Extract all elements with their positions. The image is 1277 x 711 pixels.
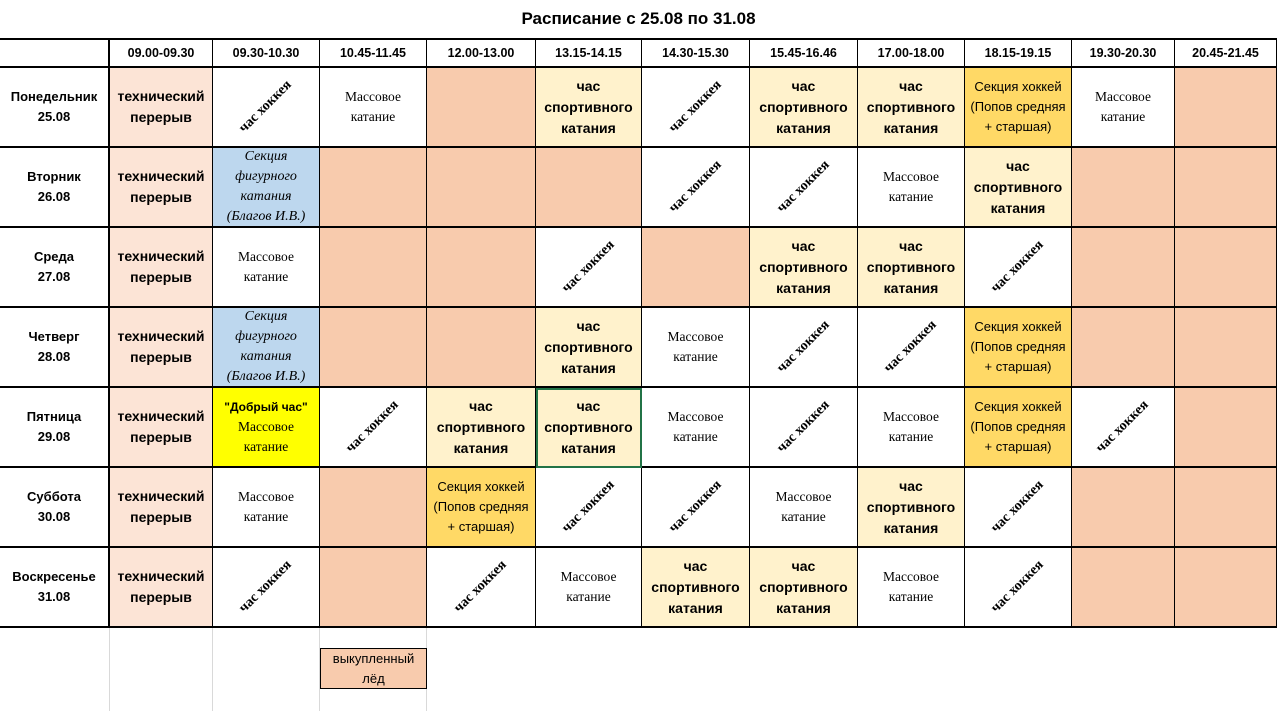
- sport-hour-cell[interactable]: [536, 68, 642, 148]
- mass-skating-label: Массовое катание: [1095, 89, 1151, 124]
- purchased-ice-cell[interactable]: [1175, 68, 1277, 148]
- purchased-ice-cell[interactable]: [1072, 228, 1175, 308]
- sport-hour-cell[interactable]: [750, 548, 858, 628]
- sport-hour-cell[interactable]: [858, 468, 965, 548]
- tech-break-cell[interactable]: [110, 468, 213, 548]
- sport-hour-cell[interactable]: [536, 388, 642, 468]
- sport-hour-label: час спортивного катания: [544, 397, 633, 456]
- hockey-hour-cell[interactable]: [427, 548, 536, 628]
- mass-skating-label: Массовое катание: [560, 569, 617, 604]
- sport-hour-cell[interactable]: [427, 388, 536, 468]
- sport-hour-label: час спортивного катания: [759, 557, 848, 616]
- hockey-hour-label: час хоккея: [881, 317, 940, 376]
- time-header: 14.30-15.30: [642, 40, 750, 68]
- purchased-ice-cell[interactable]: [1072, 468, 1175, 548]
- time-header: 09.30-10.30: [213, 40, 320, 68]
- sport-hour-cell[interactable]: [965, 148, 1072, 228]
- purchased-ice-cell[interactable]: [320, 308, 427, 388]
- good-hour-cell[interactable]: [213, 388, 320, 468]
- purchased-ice-cell[interactable]: [1175, 308, 1277, 388]
- hockey-hour-cell[interactable]: [858, 308, 965, 388]
- purchased-ice-cell[interactable]: [427, 68, 536, 148]
- mass-skating-cell[interactable]: [858, 148, 965, 228]
- tech-break-label: технический перерыв: [117, 168, 205, 205]
- sheet-gridline: [109, 628, 110, 711]
- hockey-hour-label: час хоккея: [773, 397, 833, 456]
- sport-hour-label: час спортивного катания: [759, 237, 848, 296]
- purchased-ice-cell[interactable]: [536, 148, 642, 228]
- hockey-section-label: Секция хоккей (Попов средняя + старшая): [970, 79, 1066, 134]
- tech-break-label: технический перерыв: [117, 88, 205, 125]
- time-header: 17.00-18.00: [858, 40, 965, 68]
- hockey-hour-label: час хоккея: [665, 157, 725, 216]
- mass-skating-cell[interactable]: [320, 68, 427, 148]
- legend-purchased-ice: [320, 648, 427, 689]
- day-label: Суббота 30.08: [0, 468, 110, 548]
- purchased-ice-cell[interactable]: [1175, 548, 1277, 628]
- day-label: Понедельник 25.08: [0, 68, 110, 148]
- mass-skating-label: Массовое катание: [667, 409, 724, 444]
- mass-skating-cell[interactable]: [642, 308, 750, 388]
- hockey-section-cell[interactable]: [965, 388, 1072, 468]
- mass-skating-cell[interactable]: [642, 388, 750, 468]
- mass-skating-cell[interactable]: [536, 548, 642, 628]
- purchased-ice-cell[interactable]: [1072, 308, 1175, 388]
- good-hour-label: Массовое катание: [238, 419, 294, 454]
- purchased-ice-cell[interactable]: [320, 228, 427, 308]
- purchased-ice-cell[interactable]: [320, 468, 427, 548]
- time-header: 09.00-09.30: [110, 40, 213, 68]
- sport-hour-label: час спортивного катания: [436, 397, 526, 456]
- hockey-section-label: Секция хоккей (Попов средняя + старшая): [970, 319, 1066, 374]
- time-header: 10.45-11.45: [320, 40, 427, 68]
- sport-hour-label: час спортивного катания: [544, 317, 633, 376]
- hockey-hour-cell[interactable]: [536, 228, 642, 308]
- tech-break-cell[interactable]: [110, 548, 213, 628]
- mass-skating-cell[interactable]: [858, 388, 965, 468]
- hockey-hour-label: час хоккея: [665, 477, 725, 536]
- mass-skating-cell[interactable]: [750, 468, 858, 548]
- mass-skating-label: Массовое катание: [238, 489, 294, 524]
- purchased-ice-cell[interactable]: [427, 308, 536, 388]
- purchased-ice-cell[interactable]: [1175, 388, 1277, 468]
- figure-section-label: Секция фигурного катания (Благов И.В.): [226, 149, 306, 224]
- sport-hour-label: час спортивного катания: [651, 557, 740, 616]
- hockey-hour-label: час хоккея: [451, 557, 510, 616]
- time-header: 20.45-21.45: [1175, 40, 1277, 68]
- hockey-hour-cell[interactable]: [965, 228, 1072, 308]
- sport-hour-cell[interactable]: [858, 68, 965, 148]
- hockey-hour-cell[interactable]: [536, 468, 642, 548]
- hockey-section-label: Секция хоккей (Попов средняя + старшая): [433, 479, 529, 534]
- tech-break-cell[interactable]: [110, 388, 213, 468]
- mass-skating-cell[interactable]: [213, 228, 320, 308]
- figure-section-label: Секция фигурного катания (Благов И.В.): [226, 309, 306, 384]
- time-header: 15.45-16.46: [750, 40, 858, 68]
- hockey-hour-cell[interactable]: [213, 548, 320, 628]
- sport-hour-cell[interactable]: [750, 228, 858, 308]
- hockey-hour-label: час хоккея: [773, 317, 833, 376]
- purchased-ice-cell[interactable]: [642, 228, 750, 308]
- sport-hour-cell[interactable]: [750, 68, 858, 148]
- hockey-hour-cell[interactable]: [642, 148, 750, 228]
- hockey-hour-label: час хоккея: [988, 237, 1047, 296]
- sport-hour-label: час спортивного катания: [866, 237, 956, 296]
- hockey-section-cell[interactable]: [427, 468, 536, 548]
- hockey-hour-label: час хоккея: [236, 77, 295, 136]
- purchased-ice-cell[interactable]: [427, 148, 536, 228]
- purchased-ice-cell[interactable]: [1175, 228, 1277, 308]
- figure-section-cell[interactable]: [213, 148, 320, 228]
- purchased-ice-cell[interactable]: [320, 548, 427, 628]
- mass-skating-label: Массовое катание: [883, 409, 939, 444]
- day-label: Четверг 28.08: [0, 308, 110, 388]
- hockey-hour-label: час хоккея: [343, 397, 402, 456]
- time-header: 12.00-13.00: [427, 40, 536, 68]
- tech-break-cell[interactable]: [110, 68, 213, 148]
- legend-label: выкупленный лёд: [332, 650, 415, 686]
- hockey-hour-cell[interactable]: [750, 308, 858, 388]
- hockey-section-cell[interactable]: [965, 308, 1072, 388]
- hockey-hour-cell[interactable]: [213, 68, 320, 148]
- schedule-title: Расписание с 25.08 по 31.08: [0, 0, 1277, 40]
- time-header: 19.30-20.30: [1072, 40, 1175, 68]
- day-label: Пятница 29.08: [0, 388, 110, 468]
- day-label: Воскресенье 31.08: [0, 548, 110, 628]
- mass-skating-cell[interactable]: [213, 468, 320, 548]
- sport-hour-cell[interactable]: [642, 548, 750, 628]
- purchased-ice-cell[interactable]: [320, 148, 427, 228]
- good-hour-tag: "Добрый час": [224, 400, 308, 414]
- hockey-hour-cell[interactable]: [320, 388, 427, 468]
- hockey-hour-label: час хоккея: [236, 557, 295, 616]
- mass-skating-label: Массовое катание: [775, 489, 832, 524]
- mass-skating-cell[interactable]: [1072, 68, 1175, 148]
- hockey-hour-cell[interactable]: [642, 68, 750, 148]
- figure-section-cell[interactable]: [213, 308, 320, 388]
- day-label: Среда 27.08: [0, 228, 110, 308]
- hockey-section-cell[interactable]: [965, 68, 1072, 148]
- hockey-hour-cell[interactable]: [750, 388, 858, 468]
- day-label: Вторник 26.08: [0, 148, 110, 228]
- hockey-hour-label: час хоккея: [988, 557, 1047, 616]
- hockey-hour-cell[interactable]: [642, 468, 750, 548]
- hockey-hour-label: час хоккея: [988, 477, 1047, 536]
- sport-hour-label: час спортивного катания: [544, 77, 633, 136]
- sport-hour-label: час спортивного катания: [973, 157, 1063, 216]
- sport-hour-cell[interactable]: [536, 308, 642, 388]
- sport-hour-label: час спортивного катания: [866, 477, 956, 536]
- mass-skating-label: Массовое катание: [238, 249, 294, 284]
- sheet-gridline: [212, 628, 213, 711]
- purchased-ice-cell[interactable]: [1072, 548, 1175, 628]
- tech-break-cell[interactable]: [110, 148, 213, 228]
- mass-skating-label: Массовое катание: [667, 329, 724, 364]
- tech-break-cell[interactable]: [110, 308, 213, 388]
- hockey-section-label: Секция хоккей (Попов средняя + старшая): [970, 399, 1066, 454]
- sport-hour-label: час спортивного катания: [866, 77, 956, 136]
- mass-skating-label: Массовое катание: [883, 569, 939, 604]
- sport-hour-label: час спортивного катания: [759, 77, 848, 136]
- hockey-hour-label: час хоккея: [558, 237, 618, 296]
- mass-skating-label: Массовое катание: [883, 169, 939, 204]
- sport-hour-cell[interactable]: [858, 228, 965, 308]
- tech-break-cell[interactable]: [110, 228, 213, 308]
- mass-skating-cell[interactable]: [858, 548, 965, 628]
- purchased-ice-cell[interactable]: [427, 228, 536, 308]
- time-header: 13.15-14.15: [536, 40, 642, 68]
- mass-skating-label: Массовое катание: [345, 89, 401, 124]
- hockey-hour-label: час хоккея: [665, 77, 725, 136]
- hockey-hour-label: час хоккея: [773, 157, 833, 216]
- hockey-hour-label: час хоккея: [558, 477, 618, 536]
- purchased-ice-cell[interactable]: [1072, 148, 1175, 228]
- tech-break-label: технический перерыв: [117, 248, 205, 285]
- tech-break-label: технический перерыв: [117, 408, 205, 445]
- hockey-hour-label: час хоккея: [1093, 397, 1152, 456]
- header-corner: [0, 40, 110, 68]
- purchased-ice-cell[interactable]: [1175, 468, 1277, 548]
- hockey-hour-cell[interactable]: [965, 548, 1072, 628]
- tech-break-label: технический перерыв: [117, 328, 205, 365]
- purchased-ice-cell[interactable]: [1175, 148, 1277, 228]
- hockey-hour-cell[interactable]: [750, 148, 858, 228]
- tech-break-label: технический перерыв: [117, 488, 205, 525]
- time-header: 18.15-19.15: [965, 40, 1072, 68]
- hockey-hour-cell[interactable]: [1072, 388, 1175, 468]
- hockey-hour-cell[interactable]: [965, 468, 1072, 548]
- tech-break-label: технический перерыв: [117, 568, 205, 605]
